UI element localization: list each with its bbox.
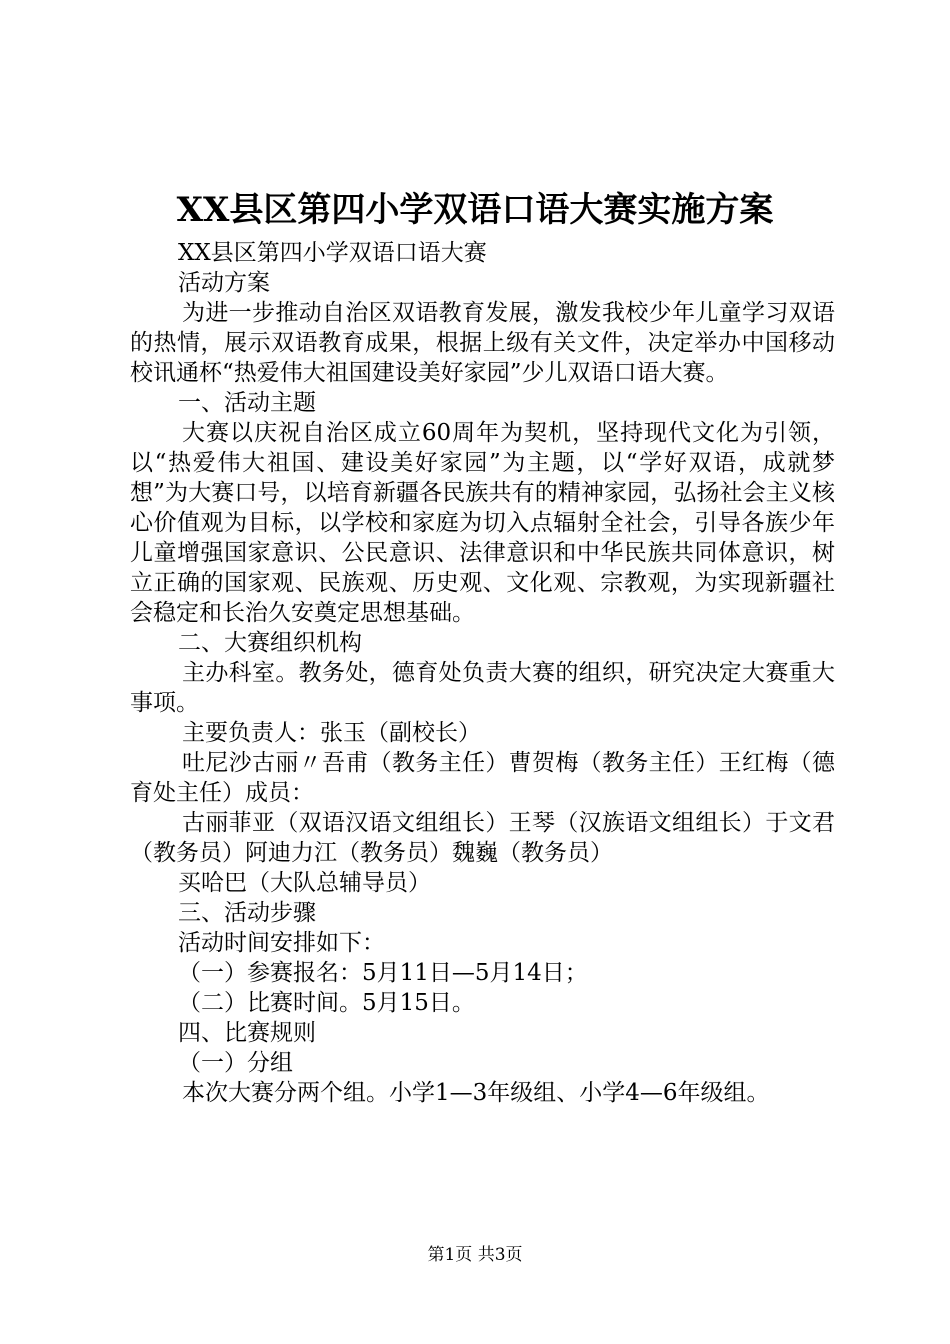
- document-body: [130, 238, 835, 1108]
- paragraph-groups: 本次大赛分两个组。小学1—3年级组、小学4—6年级组。: [182, 1080, 770, 1106]
- section-heading-theme: 一、活动主题: [178, 390, 316, 416]
- paragraph-organizer: 主办科室。教务处，德育处负责大赛的组织，研究决定大赛重大事项。: [130, 660, 835, 716]
- paragraph-leaders: 吐尼沙古丽〃吾甫（教务主任）曹贺梅（教务主任）王红梅（德育处主任）成员：: [130, 750, 835, 806]
- paragraph-subtitle-line1: XX县区第四小学双语口语大赛: [178, 240, 487, 266]
- section-heading-steps: 三、活动步骤: [178, 900, 316, 926]
- section-heading-rules: 四、比赛规则: [178, 1020, 316, 1046]
- paragraph-schedule-intro: 活动时间安排如下：: [178, 930, 385, 956]
- paragraph-members: 古丽菲亚（双语汉语文组组长）王琴（汉族语文组组长）于文君（教务员）阿迪力江（教务员）魏巍（教务员）: [130, 810, 835, 866]
- document-title: XX县区第四小学双语口语大赛实施方案: [176, 190, 774, 230]
- paragraph-main-leader: 主要负责人：张玉（副校长）: [182, 720, 481, 746]
- paragraph-subtitle-line2: 活动方案: [178, 270, 270, 296]
- page-footer: 第1页 共3页: [427, 1245, 523, 1265]
- paragraph-member-extra: 买哈巴（大队总辅导员）: [178, 870, 431, 896]
- subheading-groups: （一）分组: [178, 1050, 293, 1076]
- paragraph-schedule-registration: （一）参赛报名：5月11日—5月14日；: [178, 960, 588, 986]
- paragraph-schedule-competition: （二）比赛时间。5月15日。: [178, 990, 475, 1016]
- paragraph-theme: 大赛以庆祝自治区成立60周年为契机，坚持现代文化为引领，以“热爱伟大祖国、建设美好家园”为主题，以“学好双语，成就梦想”为大赛口号，以培育新疆各民族共有的精神家园，弘扬社会主义核心价值观为目标，以学校和家庭为切入点辐射全社会，引导各族少年儿童增强国家意识、公民意识、法律意识和中华民族共同体意识，树立正确的国家观、民族观、历史观、文化观、宗教观，为实现新疆社会稳定和长治久安奠定思想基础。: [130, 420, 835, 626]
- section-heading-organization: 二、大赛组织机构: [178, 630, 362, 656]
- paragraph-intro: 为进一步推动自治区双语教育发展，激发我校少年儿童学习双语的热情，展示双语教育成果，根据上级有关文件，决定举办中国移动校讯通杯“热爱伟大祖国建设美好家园”少儿双语口语大赛。: [130, 300, 835, 386]
